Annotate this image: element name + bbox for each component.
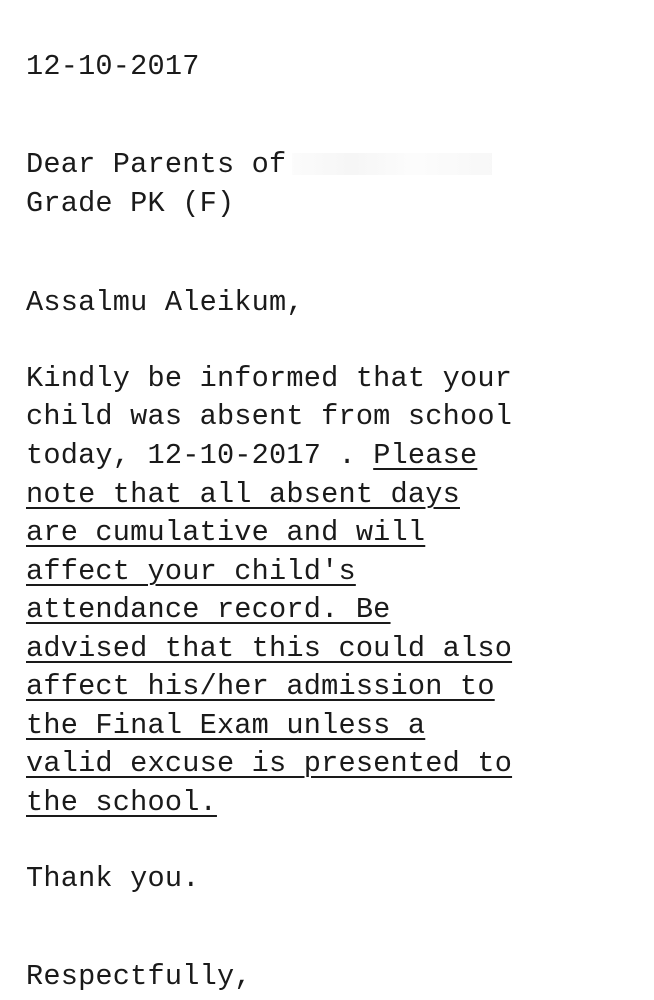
salutation-line — [26, 146, 492, 185]
grade-line: Grade PK (F) — [26, 187, 235, 220]
notice-text: Please — [373, 439, 478, 472]
notice-line: note that all absent days — [26, 478, 460, 511]
body-text: today, 12-10-2017 . — [26, 439, 374, 472]
body-line: Kindly be informed that your — [26, 362, 513, 395]
closing: Respectfully, — [26, 960, 252, 993]
letter-date: 12-10-2017 — [26, 50, 200, 83]
thanks: Thank you. — [26, 862, 200, 895]
greeting: Assalmu Aleikum, — [26, 286, 304, 319]
notice-line: attendance record. Be — [26, 593, 391, 626]
notice-line: are cumulative and will — [26, 516, 426, 549]
salutation: Dear Parents of — [26, 148, 287, 181]
notice-line: the school. — [26, 786, 217, 819]
body-line: child was absent from school — [26, 400, 513, 433]
notice-line: affect his/her admission to — [26, 670, 495, 703]
body-line — [26, 437, 477, 476]
notice-line: the Final Exam unless a — [26, 709, 426, 742]
notice-line: valid excuse is presented to — [26, 747, 513, 780]
notice-line: advised that this could also — [26, 632, 513, 665]
redacted-student-name — [292, 153, 492, 175]
notice-line: affect your child's — [26, 555, 356, 588]
